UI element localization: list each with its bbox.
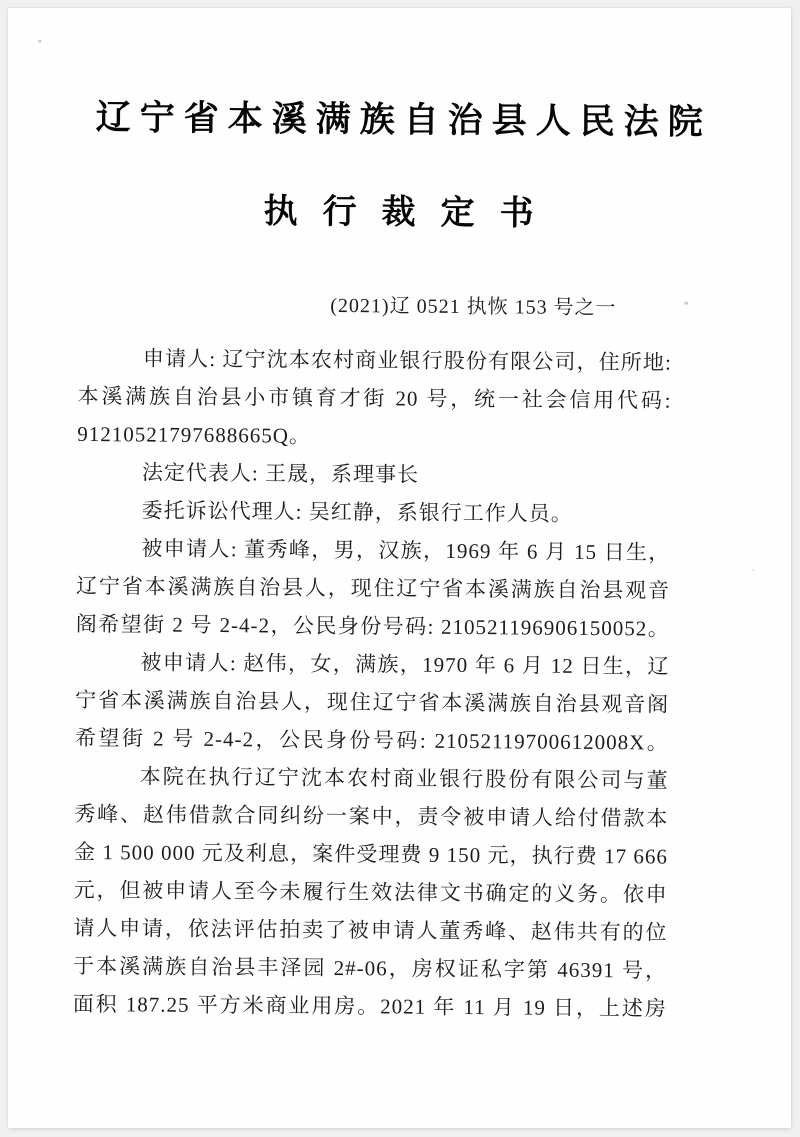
paragraph-line: 本溪满族自治县小市镇育才街 20 号，统一社会信用代码: bbox=[77, 383, 672, 413]
paragraph-line: 请人申请，依法评估拍卖了被申请人董秀峰、赵伟共有的位 bbox=[73, 915, 668, 945]
paragraph-line: 被申请人: 赵伟，女，满族，1970 年 6 月 12 日生，辽 bbox=[140, 650, 670, 679]
paragraph-line: 申请人: 辽宁沈本农村商业银行股份有限公司，住所地: bbox=[142, 346, 672, 375]
paragraph-line: 宁省本溪满族自治县人，现住辽宁省本溪满族自治县观音阁 bbox=[75, 687, 670, 717]
paragraph-line: 本院在执行辽宁沈本农村商业银行股份有限公司与董 bbox=[139, 764, 669, 793]
document-title: 执行裁定书 bbox=[263, 193, 559, 233]
paragraph-line: 辽宁省本溪满族自治县人，现住辽宁省本溪满族自治县观音 bbox=[75, 573, 671, 603]
paragraph-line: 被申请人: 董秀峰，男，汉族，1969 年 6 月 15 日生， bbox=[141, 536, 671, 565]
scan-speck bbox=[752, 569, 754, 571]
document-body bbox=[73, 339, 672, 1028]
paragraph-line: 金 1 500 000 元及利息，案件受理费 9 150 元，执行费 17 666 bbox=[73, 839, 669, 869]
paragraph-line: 希望街 2 号 2-4-2，公民身份号码: 21052119700612008X。 bbox=[74, 725, 669, 755]
case-number: (2021)辽 0521 执恢 153 号之一 bbox=[330, 294, 617, 320]
scan-speck bbox=[684, 302, 688, 305]
paragraph-line: 法定代表人: 王晟，系理事长 bbox=[141, 460, 420, 487]
paragraph-line: 面积 187.25 平方米商业用房。2021 年 11 月 19 日，上述房 bbox=[72, 991, 667, 1021]
document-page bbox=[8, 8, 791, 1128]
paragraph-line: 元，但被申请人至今未履行生效法律文书确定的义务。依申 bbox=[73, 877, 668, 907]
scan-speck bbox=[38, 40, 41, 43]
paragraph-line: 阁希望街 2 号 2-4-2，公民身份号码: 210521196906150052。 bbox=[75, 611, 670, 641]
paragraph-line: 秀峰、赵伟借款合同纠纷一案中，责令被申请人给付借款本 bbox=[74, 801, 669, 831]
paragraph-line: 委托诉讼代理人: 吴红静，系银行工作人员。 bbox=[141, 498, 573, 526]
scanned-content bbox=[0, 7, 792, 1133]
paragraph-line: 于本溪满族自治县丰泽园 2#-06，房权证私字第 46391 号， bbox=[73, 953, 668, 983]
paragraph-line: 91210521797688665Q。 bbox=[77, 421, 312, 448]
court-name: 辽宁省本溪满族自治县人民法院 bbox=[95, 98, 712, 142]
